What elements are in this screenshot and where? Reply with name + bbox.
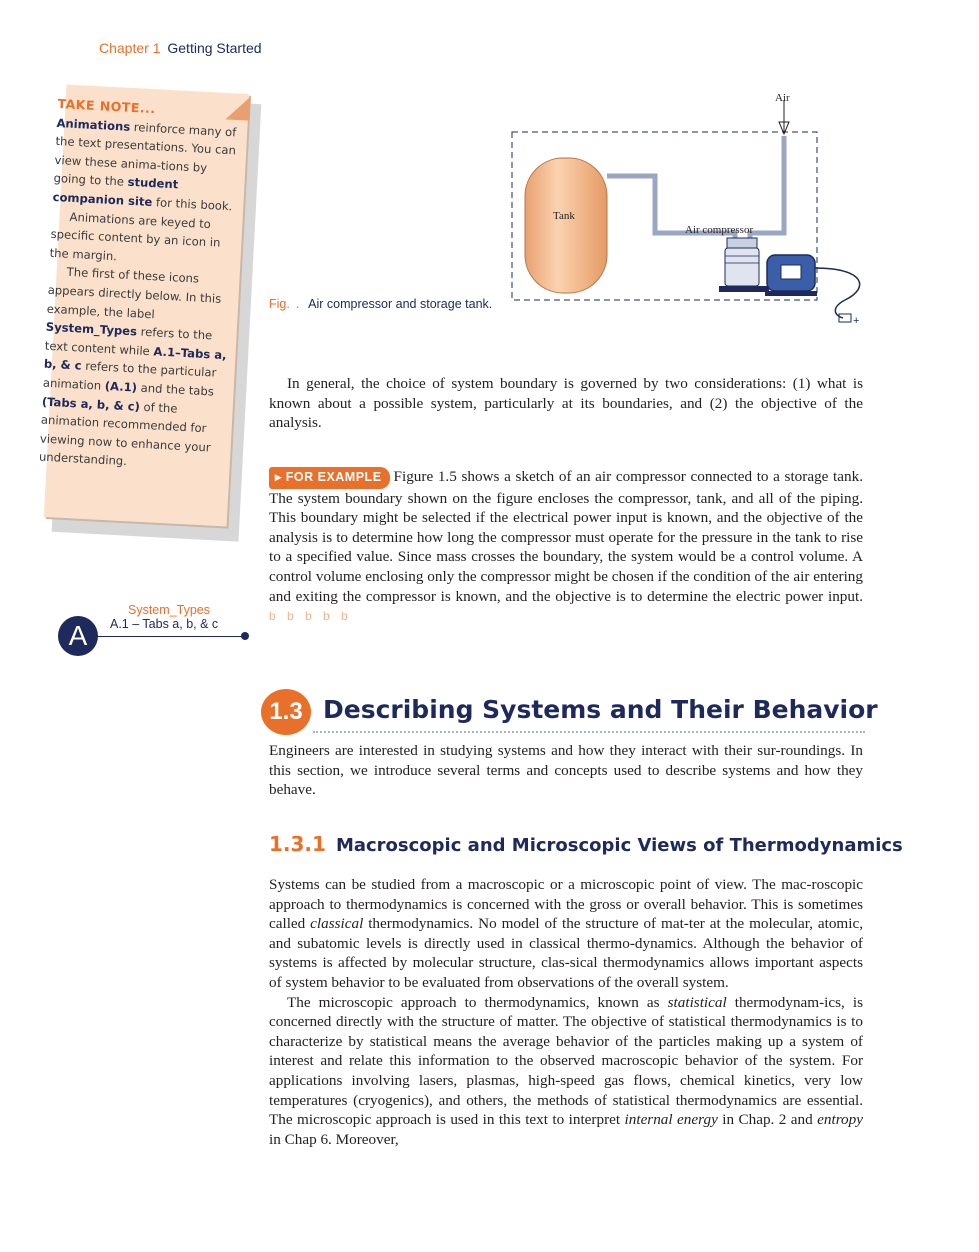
take-note-content <box>39 95 240 476</box>
tank-label: Tank <box>553 210 575 222</box>
motor-base <box>765 291 817 296</box>
note-text: of the animation recommended for viewing now to enhance your understanding. <box>38 399 211 469</box>
for-example-text: Figure 1.5 shows a sketch of an air compressor connected to a storage tank. The system boundary shown on the figure encloses the compressor, tank, and all of the piping. This boundary might be selected if the electrical power input is known, and the objective of the analysis is to determine how long the compressor must operate for the pressure in the tank to rise to a specified value. Since mass crosses the boundary, the system would be a control volume. A control volume enclosing only the compressor might be chosen if the condition of the air entering and exiting the compressor is known, and the objective is to determine the electric power input. <box>269 468 863 605</box>
animation-tabs[interactable]: A.1 – Tabs a, b, & c <box>110 617 219 631</box>
subsection-heading <box>269 832 903 856</box>
emphasis-statistical: statistical <box>667 993 727 1011</box>
emphasis-internal-energy: internal energy <box>624 1111 718 1129</box>
body-text-span: thermodynam-ics, is concerned directly with the structure of matter. The objective of statistical thermodynamics is to characterize by statistical means the average behavior of the particles making up a system of interest and relate this information to the observed macroscopic behavior of the system. For applications involving lasers, plasmas, high-speed gas flows, chemical kinetics, very low temperatures (cryogenics), and others, the methods of statistical thermodynamics are essential. The microscopic approach is used in this text to interpret <box>269 993 863 1129</box>
note-bold-tabs-abc: (Tabs a, b, & c) <box>41 394 141 414</box>
paragraph-boundary <box>269 374 863 433</box>
emphasis-entropy: entropy <box>817 1111 863 1129</box>
subsection-paragraph-2 <box>269 993 863 1150</box>
pipe-compressor-to-air <box>750 136 784 250</box>
body-text-span: thermodynamics. No model of the structure of mat-ter at the molecular, atomic, and subatomic levels is directly used in classical thermo-dynamics. Although the behavior of systems is affected by molecular structure, clas-sical thermodynamics allows important aspects of system behavior to be evaluated from observations of the overall system. <box>269 915 863 991</box>
section-rule <box>313 731 865 733</box>
tank-body <box>525 158 607 293</box>
compressor-base <box>719 286 769 292</box>
take-note-paragraph-1 <box>52 114 239 216</box>
subsection-title: Macroscopic and Microscopic Views of Thermodynamics <box>335 835 903 856</box>
note-text: and the tabs <box>136 380 215 399</box>
compressor-body <box>725 248 759 286</box>
power-cable <box>815 268 860 318</box>
take-note-paragraph-2: Animations are keyed to specific content by an icon in the margin. <box>49 209 221 264</box>
note-text: refers to the particular animation <box>42 358 217 393</box>
note-bold-a1: (A.1) <box>104 378 138 395</box>
animation-leader-dot <box>241 632 249 640</box>
for-example-block <box>269 467 863 627</box>
compressor-head <box>727 238 757 248</box>
note-text: refers to the text content while <box>44 324 213 359</box>
note-text: reinforce many of the text presentations. You can view these anima-tions by going to the <box>53 119 237 190</box>
body-text-span: in Chap 6. Moreover, <box>269 1130 399 1148</box>
figure-caption <box>269 294 509 314</box>
emphasis-classical: classical <box>310 915 364 933</box>
chapter-title: Getting Started <box>167 40 262 56</box>
paragraph-text: In general, the choice of system boundary is governed by two considerations: (1) what is known about a possible system, particularly at its boundaries, and (2) the objective of the analysis. <box>269 375 863 432</box>
figure-caption-sep: . <box>295 297 300 311</box>
air-label: Air <box>775 92 790 104</box>
animation-leader-line <box>95 636 245 637</box>
plus-label: + <box>853 315 860 327</box>
motor-plate <box>781 265 801 279</box>
running-head <box>99 40 262 56</box>
section-number: 1.3 <box>261 689 311 735</box>
take-note-heading: TAKE NOTE... <box>57 95 157 117</box>
note-text: The first of these icons appears directly below. In this example, the label <box>46 265 222 321</box>
animation-icon[interactable]: A <box>58 616 98 656</box>
chapter-label: Chapter 1 <box>99 40 161 56</box>
take-note-paragraph-3 <box>39 262 231 476</box>
note-bold-animations: Animations <box>56 115 131 134</box>
subsection-number: 1.3.1 <box>269 832 326 856</box>
for-example-badge: ▸ FOR EXAMPLE <box>269 467 390 489</box>
note-bold-site: student companion site <box>52 175 179 210</box>
body-text-span: Systems can be studied from a macroscopic or a microscopic point of view. The mac-roscopic approach to thermodynamics is concerned with the gross or overall behavior. This is sometimes called <box>269 876 863 933</box>
section-title: Describing Systems and Their Behavior <box>323 695 878 724</box>
subsection-body <box>269 875 863 1149</box>
figure-caption-text: Air compressor and storage tank. <box>308 297 493 311</box>
note-bold-label: System_Types <box>45 319 138 339</box>
figure-caption-label: Fig. <box>269 297 290 311</box>
for-example-paragraph <box>269 467 863 627</box>
subsection-paragraph-1 <box>269 875 863 993</box>
section-intro <box>269 741 863 800</box>
section-intro-text: Engineers are interested in studying systems and how they interact with their sur-roundings. In this section, we introduce several terms and concepts used to describe systems and how they behave. <box>269 742 863 799</box>
compressor-label: Air compressor <box>685 224 754 236</box>
compressor-figure <box>505 88 870 333</box>
body-text-span: The microscopic approach to thermodynamics, known as <box>287 993 668 1011</box>
body-text-span: in Chap. 2 and <box>717 1111 818 1129</box>
note-text: for this book. <box>151 195 233 214</box>
animation-label[interactable]: System_Types <box>128 603 210 617</box>
example-end-marks: b b b b b <box>269 609 352 624</box>
note-bold-tabs: A.1–Tabs a, b, & c <box>43 344 227 373</box>
